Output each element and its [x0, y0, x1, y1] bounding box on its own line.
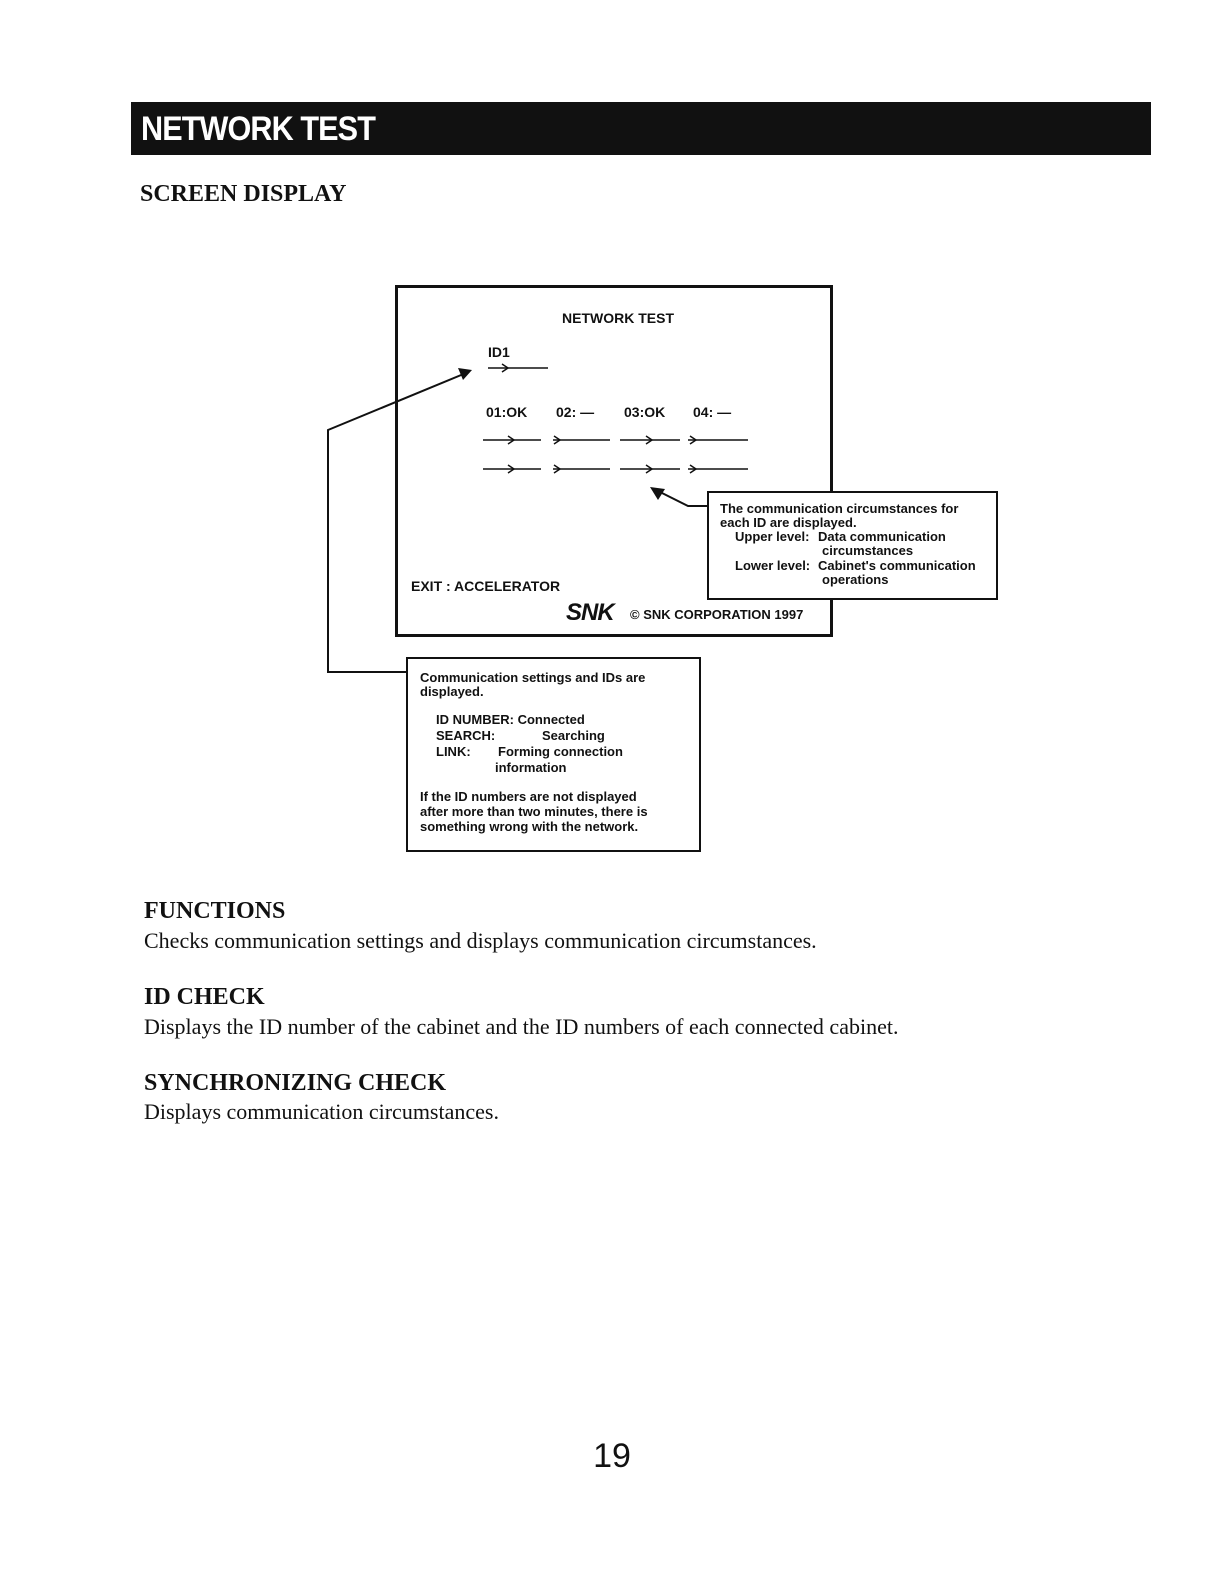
screen-copyright: © SNK CORPORATION 1997 — [630, 607, 804, 622]
id-status-02: 02: — — [556, 404, 595, 420]
lower-level-row — [483, 465, 748, 473]
screen-exit-label: EXIT : ACCELERATOR — [411, 578, 561, 594]
id-status-03: 03:OK — [624, 404, 666, 420]
lower-level-text-2: operations — [822, 572, 889, 587]
id-status-04: 04: — — [693, 404, 732, 420]
link-legend-value-2: information — [495, 760, 567, 775]
id-link-indicator — [488, 364, 548, 372]
upper-level-row — [483, 436, 748, 444]
functions-heading: FUNCTIONS — [144, 898, 286, 924]
warning-line-3: something wrong with the network. — [420, 819, 639, 834]
screen-id-label: ID1 — [488, 344, 510, 360]
id-settings-callout — [406, 657, 701, 852]
id-check-body: Displays the ID number of the cabinet and the ID numbers of each connected cabinet. — [144, 1014, 899, 1039]
callout-right-intro-1: The communication circumstances for — [720, 501, 959, 516]
link-legend-value-1: Forming connection — [498, 744, 623, 759]
upper-level-label: Upper level: — [735, 529, 810, 544]
id-check-heading: ID CHECK — [144, 984, 265, 1010]
page-title: NETWORK TEST — [141, 110, 375, 148]
screen-display-heading: SCREEN DISPLAY — [140, 181, 347, 207]
communication-status-callout — [707, 491, 998, 600]
screen-title: NETWORK TEST — [562, 310, 674, 326]
callout-right-intro-2: each ID are displayed. — [720, 515, 857, 530]
link-legend-label: LINK: — [436, 744, 471, 759]
warning-line-2: after more than two minutes, there is — [420, 804, 648, 819]
upper-level-text-2: circumstances — [822, 543, 914, 558]
search-legend-label: SEARCH: — [436, 728, 496, 743]
callout-bottom-intro-2: displayed. — [420, 684, 484, 699]
id-number-legend: ID NUMBER: Connected — [436, 712, 585, 727]
search-legend-value: Searching — [542, 728, 605, 743]
functions-body: Checks communication settings and displays communication circumstances. — [144, 928, 817, 953]
page-number: 19 — [593, 1437, 631, 1475]
callout-bottom-intro-1: Communication settings and IDs are — [420, 670, 646, 685]
id-status-01: 01:OK — [486, 404, 528, 420]
warning-line-1: If the ID numbers are not displayed — [420, 789, 637, 804]
lower-level-label: Lower level: — [735, 558, 811, 573]
upper-level-text-1: Data communication — [818, 529, 946, 544]
lower-level-text-1: Cabinet's communication — [818, 558, 976, 573]
snk-logo: SNK — [566, 599, 614, 626]
sync-check-body: Displays communication circumstances. — [144, 1099, 499, 1124]
sync-check-heading: SYNCHRONIZING CHECK — [144, 1070, 447, 1096]
